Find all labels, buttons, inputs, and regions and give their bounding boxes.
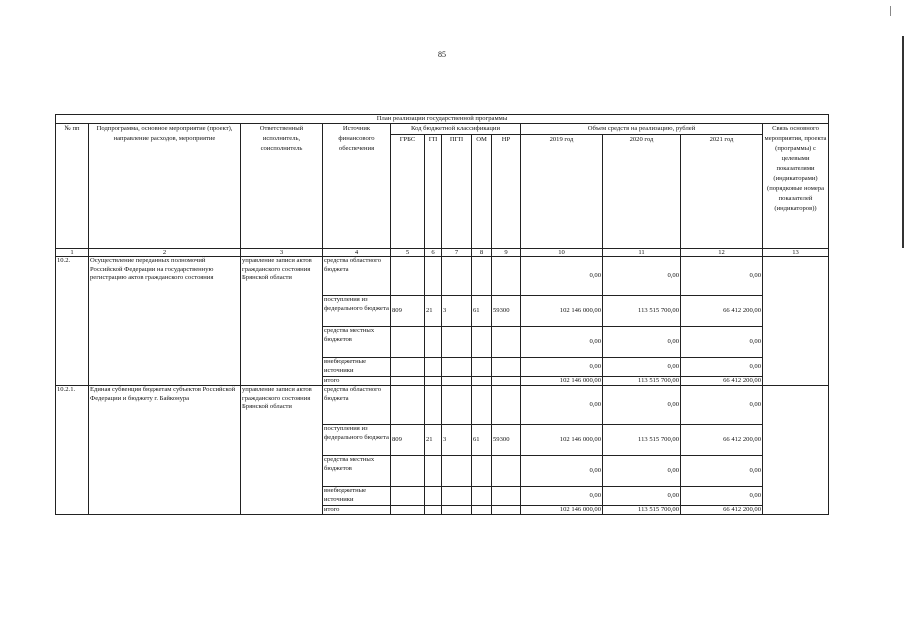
amount-2020: 113 515 700,00	[603, 425, 681, 456]
amount-2021: 66 412 200,00	[681, 377, 763, 386]
column-number: 5	[391, 249, 425, 257]
code-om	[472, 456, 492, 487]
source-local: средства местных бюджетов	[323, 327, 391, 358]
source-regional: средства областного бюджета	[323, 386, 391, 425]
column-number: 4	[323, 249, 391, 257]
code-om	[472, 487, 492, 506]
header-pgp: ПГП	[442, 135, 472, 249]
amount-2019: 0,00	[521, 487, 603, 506]
code-grbs	[391, 456, 425, 487]
code-grbs	[391, 327, 425, 358]
source-federal: поступления из федерального бюджета	[323, 425, 391, 456]
amount-2019: 0,00	[521, 358, 603, 377]
code-pgp	[442, 358, 472, 377]
source-local: средства местных бюджетов	[323, 456, 391, 487]
code-nr	[492, 257, 521, 296]
code-pgp	[442, 327, 472, 358]
code-om: 61	[472, 296, 492, 327]
amount-2021: 0,00	[681, 386, 763, 425]
column-numbers-row	[56, 249, 829, 257]
code-pgp	[442, 377, 472, 386]
amount-2021: 66 412 200,00	[681, 425, 763, 456]
code-om: 61	[472, 425, 492, 456]
amount-2019: 0,00	[521, 386, 603, 425]
amount-2021: 66 412 200,00	[681, 506, 763, 515]
column-number: 3	[241, 249, 323, 257]
header-source: Источник финансового обеспечения	[323, 124, 391, 249]
row-number: 10.2.1.	[56, 386, 89, 515]
row-indicator-link	[763, 257, 829, 386]
amount-2020: 0,00	[603, 358, 681, 377]
code-pgp: 3	[442, 425, 472, 456]
code-nr	[492, 506, 521, 515]
header-nr: НР	[492, 135, 521, 249]
amount-2019: 102 146 000,00	[521, 506, 603, 515]
column-number: 13	[763, 249, 829, 257]
code-gp	[425, 257, 442, 296]
amount-2019: 102 146 000,00	[521, 296, 603, 327]
header-name: Подпрограмма, основное мероприятие (проект), направление расходов, мероприятие	[89, 124, 241, 249]
source-total: итого	[323, 377, 391, 386]
column-number: 9	[492, 249, 521, 257]
row-executor: управление записи актов гражданского состояния Брянской области	[241, 386, 323, 515]
code-om	[472, 257, 492, 296]
amount-2020: 0,00	[603, 327, 681, 358]
source-extrabudgetary: внебюджетные источники	[323, 358, 391, 377]
header-year-2019: 2019 год	[521, 135, 603, 249]
amount-2020: 113 515 700,00	[603, 506, 681, 515]
column-number: 11	[603, 249, 681, 257]
table-row	[56, 257, 829, 296]
source-extrabudgetary: внебюджетные источники	[323, 487, 391, 506]
code-om	[472, 506, 492, 515]
header-year-2020: 2020 год	[603, 135, 681, 249]
code-grbs	[391, 377, 425, 386]
header-om: ОМ	[472, 135, 492, 249]
amount-2021: 0,00	[681, 487, 763, 506]
column-number: 10	[521, 249, 603, 257]
code-gp	[425, 377, 442, 386]
code-nr	[492, 487, 521, 506]
code-grbs	[391, 487, 425, 506]
code-pgp	[442, 487, 472, 506]
code-nr	[492, 377, 521, 386]
header-grbs: ГРБС	[391, 135, 425, 249]
code-nr	[492, 386, 521, 425]
header-year-2021: 2021 год	[681, 135, 763, 249]
amount-2021: 0,00	[681, 456, 763, 487]
code-gp	[425, 358, 442, 377]
column-number: 1	[56, 249, 89, 257]
row-number: 10.2.	[56, 257, 89, 386]
column-number: 2	[89, 249, 241, 257]
code-pgp	[442, 257, 472, 296]
header-gp: ГП	[425, 135, 442, 249]
margin-line	[902, 36, 904, 248]
column-number: 6	[425, 249, 442, 257]
column-number: 12	[681, 249, 763, 257]
code-nr	[492, 358, 521, 377]
code-grbs: 809	[391, 296, 425, 327]
code-grbs	[391, 386, 425, 425]
row-name: Единая субвенция бюджетам субъектов Российской Федерации и бюджету г. Байконура	[89, 386, 241, 515]
code-om	[472, 377, 492, 386]
column-number: 8	[472, 249, 492, 257]
amount-2020: 0,00	[603, 386, 681, 425]
code-om	[472, 327, 492, 358]
table-row	[56, 386, 829, 425]
code-gp	[425, 456, 442, 487]
amount-2020: 0,00	[603, 456, 681, 487]
code-gp: 21	[425, 425, 442, 456]
amount-2019: 102 146 000,00	[521, 425, 603, 456]
code-nr	[492, 327, 521, 358]
code-pgp: 3	[442, 296, 472, 327]
table-body	[56, 115, 829, 515]
source-regional: средства областного бюджета	[323, 257, 391, 296]
amount-2019: 102 146 000,00	[521, 377, 603, 386]
code-pgp	[442, 456, 472, 487]
amount-2021: 0,00	[681, 327, 763, 358]
margin-tick	[890, 6, 891, 16]
amount-2019: 0,00	[521, 327, 603, 358]
table-title-row	[56, 115, 829, 124]
code-gp	[425, 327, 442, 358]
source-federal: поступления из федерального бюджета	[323, 296, 391, 327]
code-grbs	[391, 506, 425, 515]
header-row-1	[56, 124, 829, 135]
code-gp	[425, 487, 442, 506]
code-nr: 59300	[492, 425, 521, 456]
source-total: итого	[323, 506, 391, 515]
code-nr: 59300	[492, 296, 521, 327]
code-gp: 21	[425, 296, 442, 327]
amount-2021: 66 412 200,00	[681, 296, 763, 327]
code-gp	[425, 386, 442, 425]
column-number: 7	[442, 249, 472, 257]
header-executor: Ответственный исполнитель, соисполнитель	[241, 124, 323, 249]
amount-2019: 0,00	[521, 456, 603, 487]
amount-2021: 0,00	[681, 358, 763, 377]
header-kbk-group: Код бюджетной классификации	[391, 124, 521, 135]
amount-2020: 113 515 700,00	[603, 377, 681, 386]
code-om	[472, 386, 492, 425]
code-grbs	[391, 358, 425, 377]
header-indicator-link: Связь основного мероприятия, проекта (программы) с целевыми показателями (индикаторами) (порядковые номера показателей (индикаторов))	[763, 124, 829, 249]
code-om	[472, 358, 492, 377]
amount-2019: 0,00	[521, 257, 603, 296]
row-indicator-link	[763, 386, 829, 515]
code-pgp	[442, 386, 472, 425]
header-number: № пп	[56, 124, 89, 249]
plan-table	[55, 114, 829, 515]
page-number: 85	[438, 50, 446, 59]
row-name: Осуществление переданных полномочий Российской Федерации на государственную регистрацию актов гражданского состояния	[89, 257, 241, 386]
code-gp	[425, 506, 442, 515]
row-executor: управление записи актов гражданского состояния Брянской области	[241, 257, 323, 386]
amount-2021: 0,00	[681, 257, 763, 296]
header-volume-group: Объем средств на реализацию, рублей	[521, 124, 763, 135]
amount-2020: 0,00	[603, 487, 681, 506]
amount-2020: 113 515 700,00	[603, 296, 681, 327]
amount-2020: 0,00	[603, 257, 681, 296]
code-pgp	[442, 506, 472, 515]
code-nr	[492, 456, 521, 487]
table-title: План реализации государственной программы	[56, 115, 829, 124]
code-grbs: 809	[391, 425, 425, 456]
code-grbs	[391, 257, 425, 296]
